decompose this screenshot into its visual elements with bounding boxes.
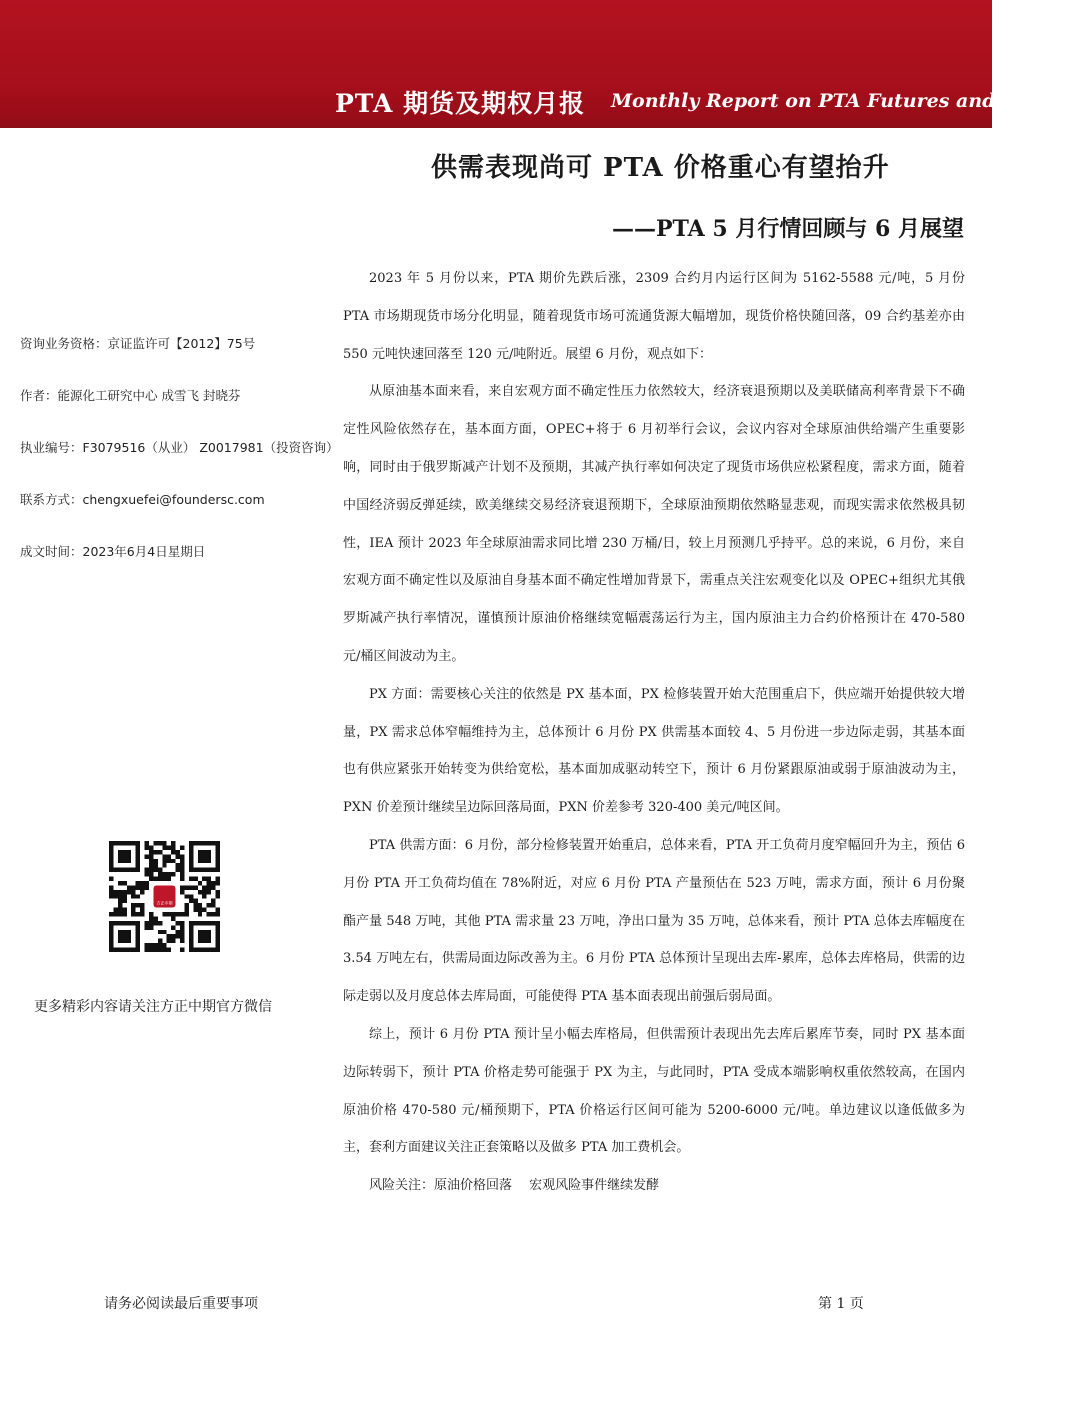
meta-authors: 作者：能源化工研究中心 成雪飞 封晓芬 bbox=[20, 388, 241, 403]
paragraph-risk: 风险关注：原油价格回落 宏观风险事件继续发酵 bbox=[369, 1178, 660, 1194]
paragraph-summary: 综上，预计 6 月份 PTA 预计呈小幅去库格局，但供需预计表现出先去库后累库节奏，同时 PX 基本面边际转弱下，预计 PTA 价格走势可能强于 PX 为主，与此同时，PTA 受成本端影响权重依然较高，在国内原油价格 470-580 元/桶预期下，PTA 价格运行区间可能为 5200-6000 元/吨。单边建议以逢低做多为主，套利方面建议关注正套策略以及做多 PTA 加工费机会。 bbox=[343, 1026, 965, 1156]
meta-date: 成文时间：2023年6月4日星期日 bbox=[20, 544, 206, 559]
header-title-cn: PTA 期货及期权月报 bbox=[335, 89, 586, 118]
paragraph-pta-supply-demand: PTA 供需方面：6 月份，部分检修装置开始重启，总体来看，PTA 开工负荷月度窄幅回升为主，预估 6 月份 PTA 开工负荷均值在 78%附近，对应 6 月份 PTA 产量预估在 523 万吨，需求方面，预计 6 月份聚酯产量 548 万吨，其他 PTA 需求量 23 万吨，净出口量为 35 万吨，总体来看，预计 PTA 总体去库幅度在 3.54 万吨左右，供需局面边际改善为主。6 月份 PTA 总体预计呈现出去库-累库，总体去库格局，供需的边际走弱以及月度总体去库局面，可能使得 PTA 基本面表现出前强后弱局面。 bbox=[343, 837, 965, 1005]
meta-license: 资询业务资格：京证监许可【2012】75号 bbox=[20, 336, 256, 351]
header-title-en: Monthly Report on PTA Futures and Option bbox=[611, 90, 1074, 112]
report-title: 供需表现尚可 PTA 价格重心有望抬升 bbox=[431, 153, 890, 183]
footer-notice: 请务必阅读最后重要事项 bbox=[104, 1296, 258, 1312]
wechat-qr-code bbox=[109, 841, 220, 952]
page-number: 第 1 页 bbox=[818, 1296, 864, 1312]
qr-logo-text bbox=[157, 899, 173, 905]
report-subtitle: ——PTA 5 月行情回顾与 6 月展望 bbox=[611, 216, 964, 242]
qr-caption: 更多精彩内容请关注方正中期官方微信 bbox=[34, 999, 272, 1015]
meta-cert-numbers: 执业编号：F3079516（从业） Z0017981（投资咨询） bbox=[20, 440, 339, 455]
meta-contact: 联系方式：chengxuefei@foundersc.com bbox=[20, 492, 265, 507]
report-body bbox=[343, 260, 965, 1205]
paragraph-px: PX 方面：需要核心关注的依然是 PX 基本面，PX 检修装置开始大范围重启下，供应端开始提供较大增量，PX 需求总体窄幅维持为主，总体预计 6 月份 PX 供需基本面较 4、5 月份进一步边际走弱，其基本面也有供应紧张开始转变为供给宽松，基本面加成驱动转空下，预计 6 月份紧跟原油或弱于原油波动为主，PXN 价差预计继续呈边际回落局面，PXN 价差参考 320-400 美元/吨区间。 bbox=[343, 686, 965, 816]
paragraph-crude-oil: 从原油基本面来看，来自宏观方面不确定性压力依然较大，经济衰退预期以及美联储高利率背景下不确定性风险依然存在，基本面方面，OPEC+将于 6 月初举行会议，会议内容对全球原油供给端产生重要影响，同时由于俄罗斯减产计划不及预期，其减产执行率如何决定了现货市场供应松紧程度，需求方面，随着中国经济弱反弹延续，欧美继续交易经济衰退预期下，全球原油预期依然略显悲观，而现实需求依然极具韧性，IEA 预计 2023 年全球原油需求同比增 230 万桶/日，较上月预测几乎持平。总的来说，6 月份，来自宏观方面不确定性以及原油自身基本面不确定性增加背景下，需重点关注宏观变化以及 OPEC+组织尤其俄罗斯减产执行率情况，谨慎预计原油价格继续宽幅震荡运行为主，国内原油主力合约价格预计在 470-580 元/桶区间波动为主。 bbox=[343, 384, 965, 664]
header-rule bbox=[0, 126, 992, 128]
paragraph-overview: 2023 年 5 月份以来，PTA 期价先跌后涨，2309 合约月内运行区间为 5162-5588 元/吨，5 月份 PTA 市场期现货市场分化明显，随着现货市场可流通货源大幅增加，现货价格快随回落，09 合约基差亦由 550 元吨快速回落至 120 元/吨附近。展望 6 月份，观点如下： bbox=[343, 271, 965, 362]
